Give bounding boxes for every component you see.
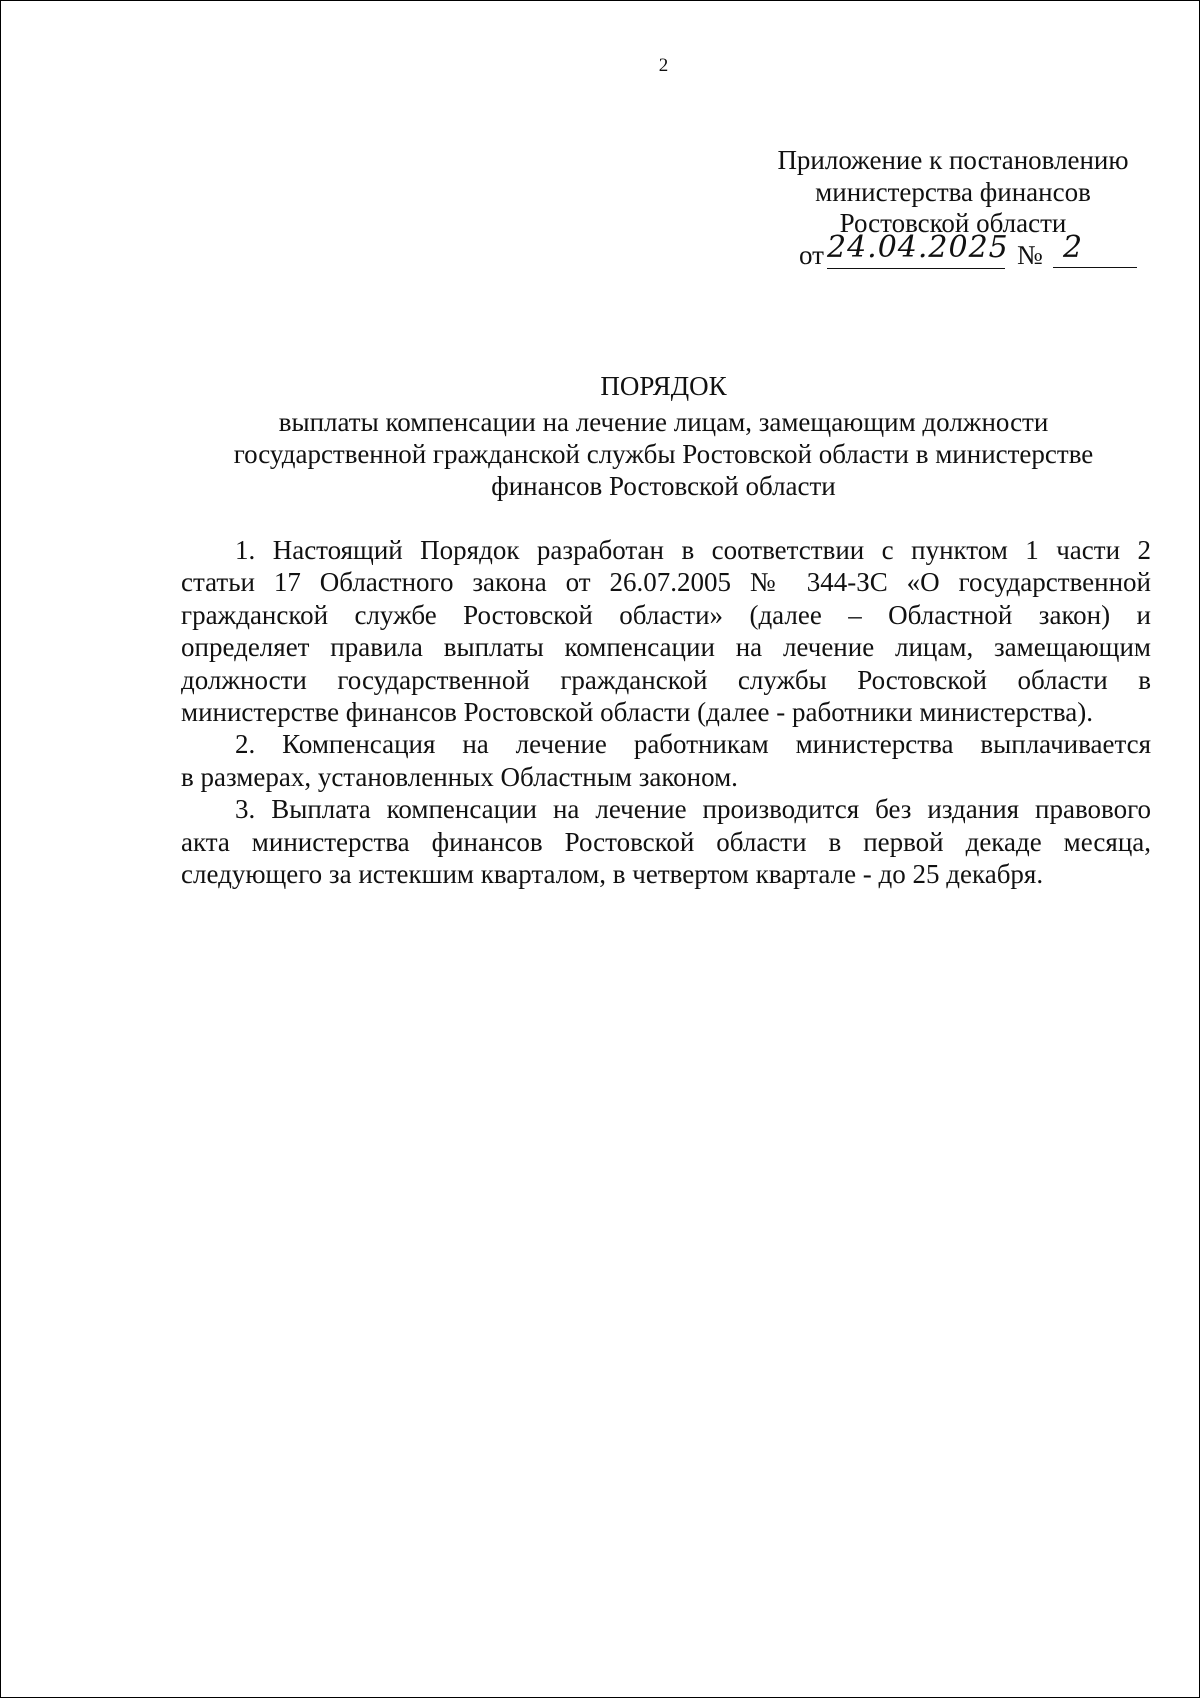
paragraph-1 <box>181 534 1151 728</box>
subtitle-line: финансов Ростовской области <box>491 471 836 501</box>
date-prefix: от <box>799 239 824 270</box>
paragraph-line: статьи 17 Областного закона от 26.07.2005 № 344-ЗС «О государственной <box>181 567 1151 598</box>
handwritten-number: 2 <box>1053 232 1137 268</box>
document-body <box>181 534 1151 890</box>
document-title: ПОРЯДОК <box>600 371 727 401</box>
paragraph-line: следующего за истекшим кварталом, в четвертом квартале - до 25 декабря. <box>181 858 1044 889</box>
paragraph-3 <box>181 793 1151 890</box>
paragraph-line: министерстве финансов Ростовской области (далее - работники министерства). <box>181 696 1093 727</box>
number-prefix: № <box>1017 239 1043 270</box>
paragraph-line: 2. Компенсация на лечение работникам министерства выплачивается <box>235 729 1151 760</box>
paragraph-line: гражданской службе Ростовской области» (далее – Областной закон) и <box>181 599 1151 630</box>
subtitle-line: государственной гражданской службы Ростовской области в министерстве <box>233 439 1094 469</box>
paragraph-line: акта министерства финансов Ростовской области в первой декаде месяца, <box>181 826 1151 857</box>
paragraph-line: определяет правила выплаты компенсации на лечение лицам, замещающим <box>181 632 1151 663</box>
page-number: 2 <box>658 55 669 76</box>
paragraph-line: должности государственной гражданской службы Ростовской области в <box>181 664 1151 695</box>
appendix-line-1: Приложение к постановлению <box>777 145 1129 175</box>
appendix-line-3: Ростовской области <box>839 208 1067 238</box>
paragraph-2 <box>181 728 1151 793</box>
paragraph-line: 3. Выплата компенсации на лечение производится без издания правового <box>235 794 1151 825</box>
paragraph-line: 1. Настоящий Порядок разработан в соответствии с пунктом 1 части 2 <box>235 535 1151 565</box>
subtitle-line: выплаты компенсации на лечение лицам, замещающим должности <box>278 407 1049 437</box>
appendix-line-2: министерства финансов <box>815 176 1091 207</box>
document-subtitle <box>181 406 1146 502</box>
appendix-date-line <box>763 229 1143 272</box>
handwritten-date: 24.04.2025 <box>827 232 1005 269</box>
appendix-block <box>763 145 1143 272</box>
paragraph-line: в размерах, установленных Областным законом. <box>181 761 738 792</box>
